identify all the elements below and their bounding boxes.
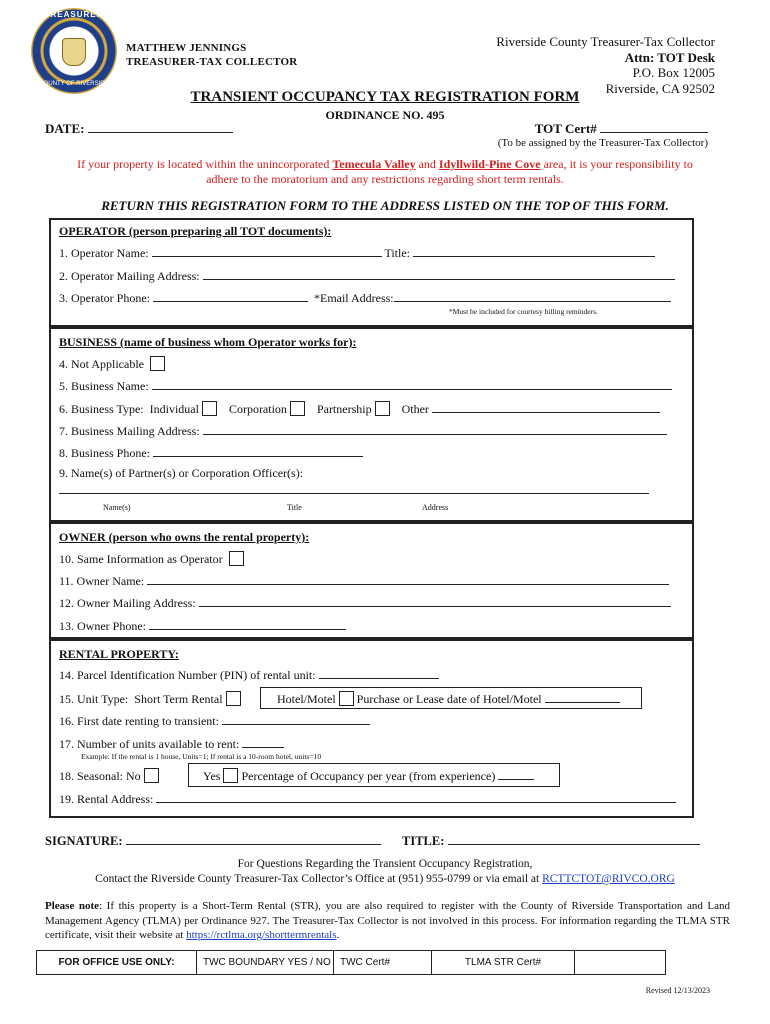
warning-text-2: area, it is your responsibility to <box>540 157 693 171</box>
revised-date: Revised 12/13/2023 <box>645 986 710 995</box>
operator-phone-row <box>59 291 671 306</box>
owner-phone-field[interactable] <box>149 619 346 630</box>
operator-title-label: Title: <box>384 246 411 260</box>
seasonal-yes-row <box>203 768 534 784</box>
signature-row <box>45 834 381 849</box>
purchase-date-field[interactable] <box>545 692 620 703</box>
address-line-3: P.O. Box 12005 <box>632 65 715 80</box>
address-line-1: Riverside County Treasurer-Tax Collector <box>496 34 715 49</box>
operator-name-label: 1. Operator Name: <box>59 246 149 260</box>
pin-row <box>59 668 439 683</box>
owner-section-title: OWNER (person who owns the rental property): <box>59 530 310 544</box>
owner-mailing-row <box>59 596 671 611</box>
rental-section-title: RENTAL PROPERTY: <box>59 647 179 661</box>
questions-block <box>0 857 770 887</box>
moratorium-warning <box>40 157 730 187</box>
purchase-date-label: Purchase or Lease date of Hotel/Motel <box>356 692 542 706</box>
return-instruction: RETURN THIS REGISTRATION FORM TO THE ADDRESS LISTED ON THE TOP OF THIS FORM. <box>101 198 669 213</box>
questions-line-1: For Questions Regarding the Transient Occupancy Registration, <box>237 858 533 870</box>
other-field[interactable] <box>432 402 660 413</box>
operator-title-field[interactable] <box>413 246 655 257</box>
form-title-wrap <box>0 89 770 106</box>
warning-text-1: If your property is located within the unincorporated <box>77 157 333 171</box>
units-example: Example: If the rental is 1 house, Units=1; If rental is a 10-room hotel, units=10 <box>81 752 322 761</box>
business-phone-field[interactable] <box>153 446 363 457</box>
business-mailing-label: 7. Business Mailing Address: <box>59 424 200 438</box>
seasonal-row <box>59 768 159 784</box>
business-section-title: BUSINESS (name of business whom Operator works for): <box>59 335 357 349</box>
note-text: : If this property is a Short-Term Rental (STR), you are also required to register with the County of Riverside Transportation and Land Management Agency (TLMA) per Ordinance 927. The Treasurer-Tax Collector is not involved in this process. For information regarding the TLMA STR certificate, visit their website at <box>45 900 731 941</box>
first-date-field[interactable] <box>222 714 370 725</box>
official-name-block <box>126 41 297 69</box>
operator-email-field[interactable] <box>394 291 671 302</box>
address-line-4: Riverside, CA 92502 <box>605 80 715 96</box>
sig-title-field[interactable] <box>448 834 700 845</box>
owner-name-row <box>59 574 669 589</box>
unit-type-label: 15. Unit Type: <box>59 692 129 706</box>
business-na-label: 4. Not Applicable <box>59 357 144 371</box>
operator-mailing-label: 2. Operator Mailing Address: <box>59 269 200 283</box>
hotel-row <box>277 691 620 707</box>
contact-email-link[interactable]: RCTTCTOT@RIVCO.ORG <box>542 873 675 885</box>
office-use-table <box>36 950 666 975</box>
seasonal-label: 18. Seasonal: <box>59 769 123 783</box>
hotel-checkbox[interactable] <box>339 691 354 706</box>
note-end: . <box>336 929 340 941</box>
tlma-link[interactable]: https://rctlma.org/shorttermrentals <box>186 929 337 941</box>
partnership-checkbox[interactable] <box>375 401 390 416</box>
date-row <box>45 121 233 137</box>
operator-email-label: *Email Address: <box>313 291 394 305</box>
business-mailing-row <box>59 424 667 439</box>
warning-area-1: Temecula Valley <box>332 157 416 171</box>
business-phone-row <box>59 446 363 461</box>
business-type-label: 6. Business Type: <box>59 402 144 416</box>
business-type-row <box>59 401 660 417</box>
rental-section <box>49 639 694 818</box>
individual-label: Individual <box>149 402 199 416</box>
owner-name-label: 11. Owner Name: <box>59 574 145 588</box>
seasonal-no-checkbox[interactable] <box>144 768 159 783</box>
str-label: Short Term Rental <box>134 692 223 706</box>
tot-cert-row <box>535 121 708 137</box>
owner-same-checkbox[interactable] <box>229 551 244 566</box>
owner-section <box>49 522 694 639</box>
corporation-checkbox[interactable] <box>290 401 305 416</box>
owner-same-row <box>59 551 244 567</box>
pin-label: 14. Parcel Identification Number (PIN) of rental unit: <box>59 668 316 682</box>
signature-field[interactable] <box>126 834 381 845</box>
tot-cert-field[interactable] <box>600 122 708 133</box>
corporation-label: Corporation <box>228 402 287 416</box>
occupancy-label: Percentage of Occupancy per year (from experience) <box>241 769 496 783</box>
warning-text-3: adhere to the moratorium and any restrictions regarding short term rentals. <box>206 172 564 186</box>
units-field[interactable] <box>242 737 284 748</box>
business-section <box>49 327 694 522</box>
ordinance-number: ORDINANCE NO. 495 <box>325 108 445 122</box>
owner-same-label: 10. Same Information as Operator <box>59 552 223 566</box>
date-label: DATE: <box>45 121 85 136</box>
first-date-label: 16. First date renting to transient: <box>59 714 219 728</box>
note-label: Please note <box>45 900 100 912</box>
partnership-label: Partnership <box>316 402 372 416</box>
partners-col-title: Title <box>287 503 302 512</box>
twc-cert-cell[interactable]: TWC Cert# <box>334 951 432 974</box>
business-name-label: 5. Business Name: <box>59 379 149 393</box>
seal-shield-icon <box>62 38 86 66</box>
other-label: Other <box>401 402 429 416</box>
business-na-checkbox[interactable] <box>150 356 165 371</box>
questions-line-2 <box>0 872 770 887</box>
str-checkbox[interactable] <box>226 691 241 706</box>
warning-and: and <box>415 157 439 171</box>
tot-cert-label: TOT Cert# <box>534 121 597 136</box>
signature-label: SIGNATURE: <box>45 834 123 848</box>
pin-field[interactable] <box>319 668 439 679</box>
email-note: *Must be included for courtesy billing reminders. <box>449 307 598 316</box>
unit-type-row <box>59 691 241 707</box>
operator-section-title: OPERATOR (person preparing all TOT documents): <box>59 224 332 238</box>
business-name-field[interactable] <box>152 379 672 390</box>
operator-phone-field[interactable] <box>153 291 308 302</box>
operator-name-row <box>59 246 655 261</box>
official-role: TREASURER-TAX COLLECTOR <box>126 56 298 68</box>
warning-area-2: Idyllwild-Pine Cove <box>438 157 541 171</box>
str-note <box>45 899 730 943</box>
seal-top-text: TREASURER <box>44 10 104 19</box>
business-name-row <box>59 379 672 394</box>
owner-mailing-field[interactable] <box>199 596 671 607</box>
business-na-row <box>59 356 165 372</box>
partners-row <box>59 466 303 481</box>
owner-phone-row <box>59 619 346 634</box>
address-line-2: Attn: TOT Desk <box>624 49 715 65</box>
seasonal-no-label: No <box>126 769 141 783</box>
questions-contact-text: Contact the Riverside County Treasurer-Tax Collector’s Office at (951) 955-0799 or via email at <box>95 873 543 885</box>
sig-title-row <box>402 834 700 849</box>
partners-col-address: Address <box>422 503 449 512</box>
owner-name-field[interactable] <box>147 574 669 585</box>
office-blank-cell[interactable] <box>575 951 665 974</box>
units-label: 17. Number of units available to rent: <box>59 737 240 751</box>
date-field[interactable] <box>88 122 233 133</box>
partners-field[interactable] <box>59 483 649 494</box>
hotel-label: Hotel/Motel <box>277 692 336 706</box>
operator-section <box>49 218 694 327</box>
business-mailing-field[interactable] <box>203 424 667 435</box>
sig-title-label: TITLE: <box>402 834 445 848</box>
individual-checkbox[interactable] <box>202 401 217 416</box>
seasonal-yes-checkbox[interactable] <box>223 768 238 783</box>
partners-col-names: Name(s) <box>103 503 131 512</box>
rental-address-field[interactable] <box>156 792 676 803</box>
official-name: MATTHEW JENNINGS <box>126 42 247 54</box>
operator-phone-label: 3. Operator Phone: <box>59 291 150 305</box>
occupancy-field[interactable] <box>498 769 534 780</box>
first-date-row <box>59 714 370 729</box>
rental-address-row <box>59 792 676 807</box>
owner-mailing-label: 12. Owner Mailing Address: <box>59 596 196 610</box>
owner-phone-label: 13. Owner Phone: <box>59 619 146 633</box>
treasurer-seal <box>31 8 117 94</box>
operator-mailing-row <box>59 269 675 284</box>
twc-boundary-cell[interactable]: TWC BOUNDARY YES / NO <box>197 951 334 974</box>
operator-name-field[interactable] <box>152 246 382 257</box>
seasonal-yes-label: Yes <box>203 769 221 783</box>
office-use-label: FOR OFFICE USE ONLY: <box>37 951 197 974</box>
business-phone-label: 8. Business Phone: <box>59 446 151 460</box>
seal-bottom-text: COUNTY OF RIVERSIDE <box>39 81 109 87</box>
mailing-address-block <box>496 34 715 96</box>
rental-address-label: 19. Rental Address: <box>59 792 154 806</box>
partners-label: 9. Name(s) of Partner(s) or Corporation Officer(s): <box>59 466 304 480</box>
units-row <box>59 737 284 752</box>
operator-mailing-field[interactable] <box>203 269 675 280</box>
tot-cert-note: (To be assigned by the Treasurer-Tax Collector) <box>497 137 708 149</box>
tlma-cert-cell[interactable]: TLMA STR Cert# <box>432 951 575 974</box>
form-title: TRANSIENT OCCUPANCY TAX REGISTRATION FORM <box>190 89 580 105</box>
